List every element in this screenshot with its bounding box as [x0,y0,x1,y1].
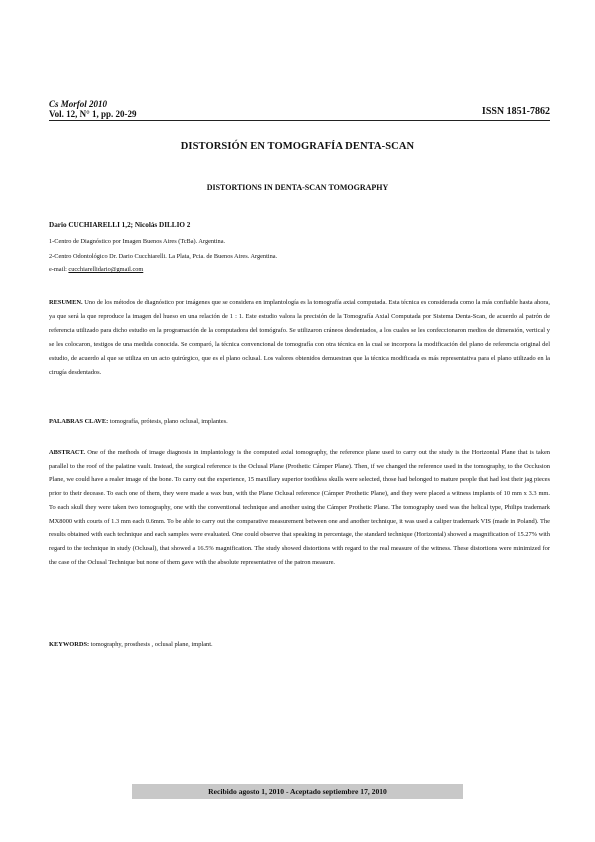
keywords-text: tomography, prosthesis , oclusal plane, implant. [90,641,213,648]
email-line [49,266,143,273]
palabras-clave [49,418,228,425]
affiliation-2: 2-Centro Odontológico Dr. Dario Cucchiarelli. La Plata, Pcia. de Buenos Aires. Argentina. [49,253,278,260]
received-accepted-footer: Recibido agosto 1, 2010 - Aceptado septiembre 17, 2010 [132,784,463,799]
journal-block [49,99,299,119]
authors: Dario CUCHIARELLI 1,2; Nicolás DILLIO 2 [49,221,191,229]
keywords-label: KEYWORDS: [49,641,90,648]
journal-volume: Vol. 12, N° 1, pp. 20-29 [49,109,137,119]
journal-name: Cs Morfol 2010 [49,99,108,109]
resumen-label: RESUMEN. [49,299,83,306]
header-divider [49,120,550,121]
affiliation-1: 1-Centro de Diagnóstico por Imagen Buenos Aires (TcBa). Argentina. [49,238,226,245]
palabras-clave-label: PALABRAS CLAVE: [49,418,109,425]
palabras-clave-text: tomografía, prótesis, plano oclusal, implantes. [109,418,228,425]
issn: ISSN 1851-7862 [481,106,550,117]
email-link[interactable]: cucchiarellidario@gmail.com [68,266,144,273]
resumen-paragraph [49,296,550,379]
resumen-text: Uno de los métodos de diagnóstico por imágenes que se considera en implantología es la tomografía axial computada. Esta técnica es considerada como la más confiable hasta ahora, ya que será la que reproduce la imagen del hueso en una relación de 1 : 1. Este estudio valora la precisión de la Tomografía Axial Computada por Sistema Denta-Scan, de acuerdo al patrón de referencia utilizado para dicho estudio en la programación de la computadora del tomógrafo. Se utilizaron cráneos desdentados, a los cuales se les confeccionaron medios de dimensión, vertical y se les colocaron, testigos de una medida conocida. Se comparó, la técnica convencional de tomografía con otra técnica en la cual se incorpora la modificación del plano de referencia original del estudio, de acuerdo al que se utiliza en un acto quirúrgico, que es el plano oclusal. Los valores obtenidos demuestran que la técnica modificada es más representativa para el plano utilizado en la cirugía desdentados. [49,299,550,376]
title-english: DISTORTIONS IN DENTA-SCAN TOMOGRAPHY [206,183,389,192]
abstract-label: ABSTRACT. [49,449,85,456]
abstract-text: One of the methods of image diagnosis in implantology is the computed axial tomography, the reference plane used to carry out the study is the Horizontal Plane that is taken parallel to the roof of the palatine vault. Instead, the surgical reference is the Oclusal Plane (Prothetic Cámper Plane). Then, if we changed the reference used in the tomography, to the Occlusion Plane, we could have a realer image of the bone. To carry out the experience, 15 maxillary superior toothless skulls were selected, those had belonged to mature people that had lost their jag pieces prior to their decease. To each one of them, they were made a wax bun, with the Plane Oclusal reference (Cámper Prothetic Plane), and they were placed a witness implants of 10 mm x 3.3 mm. To each skull they were taken two tomography, one with the conventional technique and another using the Cámper Prothetic Plane. The tomography used was the helical type, Philips trademark MX8000 with courts of 1.3 mm each 0.6mm. To be able to carry out the comparative measurement between one and another technique, it was used a caliper trademark VIS (made in Poland). The results obtained with each technique and each samples were evaluated. One could observe that speaking in percentage, the standard technique (Horizontal) showed a magnification of 15.27% with regard to the technique in study (Oclusal), that showed a 16.5% magnification. The study showed distortions with regard to the real measure of the witness. These distortions were minimized for the case of the Oclusal Technique but none of them gave with the absolute representative of the patron measure. [49,449,550,566]
abstract-paragraph [49,446,550,569]
email-label: e-mail: [49,266,67,273]
keywords [49,641,213,648]
title-spanish: DISTORSIÓN EN TOMOGRAFÍA DENTA-SCAN [180,141,415,152]
